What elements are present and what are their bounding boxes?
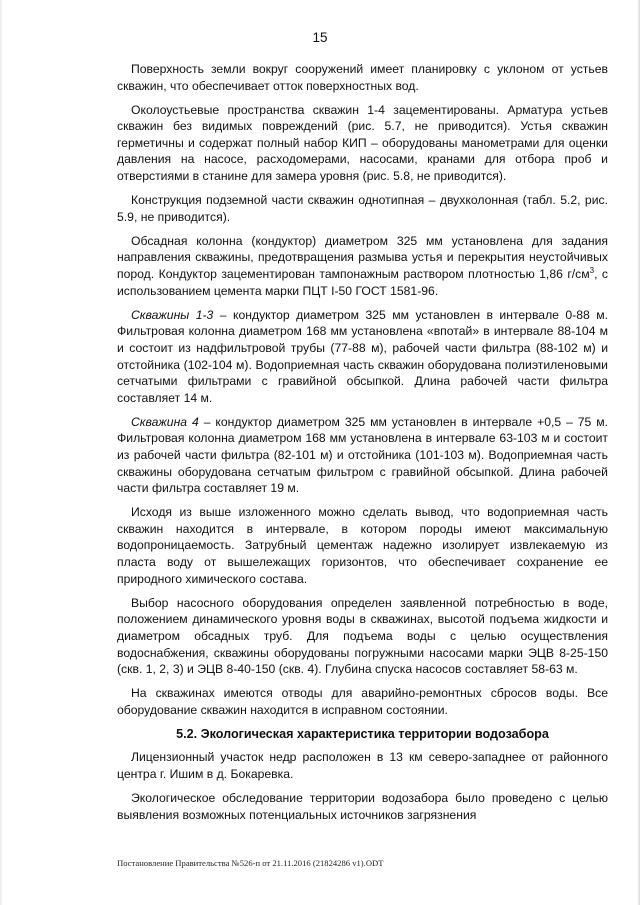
italic-term: Скважина 4 bbox=[131, 414, 199, 429]
paragraph-ecological-survey bbox=[117, 790, 608, 823]
section-heading: 5.2. Экологическая характеристика территории водозабора bbox=[176, 726, 549, 741]
superscript: 3 bbox=[589, 265, 595, 275]
paragraph-text: – кондуктор диаметром 325 мм установлен в интервале +0,5 – 75 м. Фильтровая колонна диаметром 168 мм установлена в интервале 63-103 м и состоит из рабочей части фильтра (82-101 м) и отстойника (101-103 м). Водоприемная часть скважины оборудована сетчатым фильтром с гравийной обсыпкой. Длина рабочей части фильтра составляет 19 м. bbox=[117, 414, 608, 496]
paragraph-text: Исходя из выше изложенного можно сделать вывод, что водоприемная часть скважин находится в интервале, в котором породы имеют максимальную водопроницаемость. Затрубный цементаж надежно изолирует извлекаемую из пласта воду от вышележащих горизонтов, что обеспечивает сохранение ее природного химического состава. bbox=[117, 505, 608, 586]
paragraph-text: Выбор насосного оборудования определен заявленной потребностью в воде, положением динамического уровня воды в скважинах, высотой подъема жидкости и диаметром обсадных труб. Для подъема воды с целью осуществления водоснабжения, скважины оборудованы погружными насосами марки ЭЦВ 8-25-150 (скв. 1, 2, 3) и ЭЦВ 8-40-150 (скв. 4). Глубина спуска насосов составляет 58-63 м. bbox=[117, 595, 608, 677]
paragraph-casing bbox=[117, 233, 608, 299]
paragraph-wellheads bbox=[117, 102, 608, 185]
paragraph-discharge bbox=[117, 685, 608, 718]
document-footer: Постановление Правительства №526-п от 21.11.2016 (21824286 v1).ODT bbox=[117, 858, 384, 868]
paragraph-conclusion bbox=[117, 504, 608, 587]
paragraph-text: , с использованием цемента марки ПЦТ I-50 ГОСТ 1581-96. bbox=[117, 267, 608, 298]
paragraph-well-4 bbox=[117, 414, 608, 497]
italic-term: Скважины 1-3 bbox=[131, 307, 214, 322]
document-body bbox=[117, 61, 608, 831]
page-edge-left bbox=[0, 0, 2, 905]
paragraph-text: – кондуктор диаметром 325 мм установлен в интервале 0-88 м. Фильтровая колонна диаметром 168 мм установлена «впотай» в интервале 88-104 м и состоит из надфильтровой трубы (77-88 м), рабочей части фильтра (88-102 м) и отстойника (102-104 м). Водоприемная часть скважин оборудована полиэтиленовыми сетчатыми фильтрами с гравийной обсыпкой. Длина рабочей части фильтра составляет 14 м. bbox=[117, 307, 608, 405]
paragraph-construction bbox=[117, 192, 608, 225]
paragraph-pumps bbox=[117, 595, 608, 678]
paragraph-text: Экологическое обследование территории водозабора было проведено с целью выявления возможных потенциальных источников загрязнения bbox=[117, 791, 608, 822]
paragraph-text: Обсадная колонна (кондуктор) диаметром 325 мм установлена для задания направления скважины, предотвращения размыва устья и перекрытия неустойчивых пород. Кондуктор зацементирован тампонажным раствором плотностью 1,86 г/см bbox=[117, 233, 608, 282]
paragraph-text: На скважинах имеются отводы для аварийно-ремонтных сбросов воды. Все оборудование скважин находится в исправном состоянии. bbox=[117, 686, 608, 717]
paragraph-text: Поверхность земли вокруг сооружений имеет планировку с уклоном от устьев скважин, что обеспечивает отток поверхностных вод. bbox=[117, 62, 608, 93]
paragraph-surface bbox=[117, 61, 608, 94]
paragraph-wells-1-3 bbox=[117, 307, 608, 407]
paragraph-text: Конструкция подземной части скважин однотипная – двухколонная (табл. 5.2, рис. 5.9, не приводится). bbox=[117, 193, 608, 224]
paragraph-text: Лицензионный участок недр расположен в 13 км северо-западнее от районного центра г. Ишим в д. Бокаревка. bbox=[117, 750, 608, 782]
page-number: 15 bbox=[312, 30, 328, 45]
paragraph-license-area bbox=[117, 749, 608, 782]
paragraph-text: Околоустьевые пространства скважин 1-4 зацементированы. Арматура устьев скважин без видимых повреждений (рис. 5.7, не приводится). Устья скважин герметичны и содержат полный набор КИП – оборудованы манометрами для оценки давления на насосе, расходомерами, насосами, кранами для отбора проб и отверстиями в станине для замера уровня (рис. 5.8, не приводится). bbox=[117, 102, 608, 184]
